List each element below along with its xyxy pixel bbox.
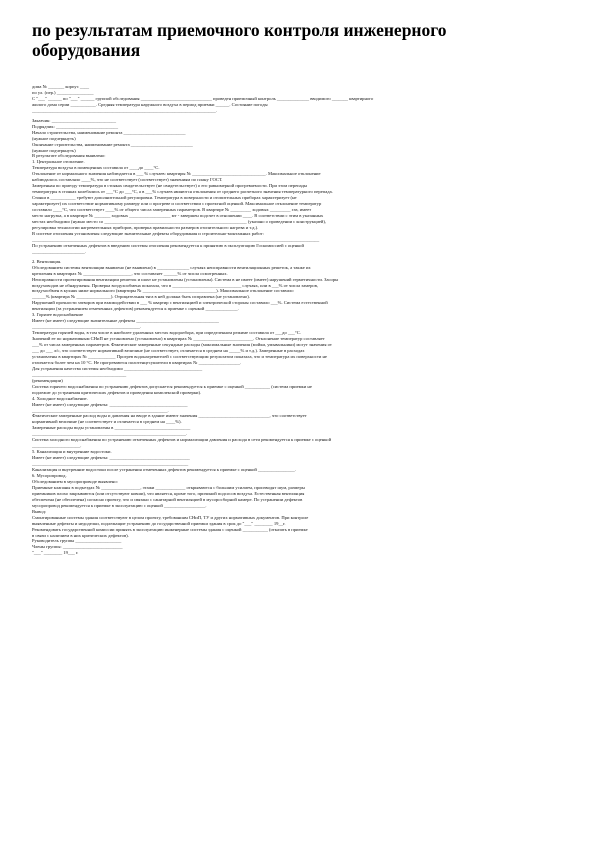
text-line: Начало строительства, наименование ремонта ___________________________ xyxy=(32,129,186,135)
text-line: Члены группы: __________________________ xyxy=(32,544,123,550)
text-line: Канализация и внутренние водостоки после устранения отмеченных дефектов рекомендуется к приемке с оценкой ________________. xyxy=(32,467,296,473)
text-line: температуры в стояках колебались от ___°С до ___°С, а в ___% случаев являются отклонения от среднего расчетного значения температурного перепада. xyxy=(32,189,333,195)
text-line: Замеренная по приезду температура в стояках свидетельствует (не свидетельствует) о его равномерной прогреваемости. При этом перепады xyxy=(32,183,308,189)
text-line: ____________________________________________________________________ xyxy=(32,461,189,467)
text-line: выявленные дефекты и недоделки, подлежащие устранению до государственной приемки здания в срок до "___" ________ 19__г. xyxy=(32,520,286,526)
text-line: В системе отопления установлены следующие значительные дефекты оборудования и строительно-монтажных работ: xyxy=(32,230,264,236)
text-line: 6. Мусоропровод. xyxy=(32,473,67,478)
section-garbage-chute xyxy=(32,473,563,509)
text-line: Руководитель группы ____________________ xyxy=(32,538,122,544)
title-line-2: оборудования xyxy=(32,40,141,60)
text-line: Рекомендовать государственной комиссии принять в эксплуатацию инженерные системы здания с оценкой ___________ (отказать в приемке xyxy=(32,526,308,532)
text-line: вентиляции (за устранением отмеченных дефектов) рекомендуется к приемке с оценкой ______________. xyxy=(32,306,239,312)
text-line: Система горячего водоснабжения по устранению дефектов допускается рекомендуется к приемке с оценкой ___________ (система приемки не xyxy=(32,383,312,389)
text-line: _____________________________________________________________________________________________________________________________ xyxy=(32,236,320,242)
text-line: воздуховодов не обнаружены. Проверка воздухообмена показала, что в ______________________________ случаях, или в ___% от числа замеров, xyxy=(32,282,319,288)
text-line: _____________________. xyxy=(32,443,82,449)
section-cold-water xyxy=(32,396,563,450)
text-line: Имеет (не имеет) следующие дефекты: __________________________________ xyxy=(32,401,188,407)
text-line: ______% (квартира № _______________). Отрицательная тяга в ней должна быть исправлена (не установлено). xyxy=(32,294,250,300)
text-line: место нагрузка, а в квартире № _______ ходовых __________________ мт - завершен подсчет в отношении ____. В соответствии с этим в указанных xyxy=(32,213,324,219)
text-line: По устранению отмеченных дефектов в введению системы отопления рекомендуется к принятию в эксплуатацию Госкомиссией с оценкой xyxy=(32,242,304,248)
text-line: 3. Горячее водоснабжение xyxy=(32,312,84,318)
text-line: (рекомендации) xyxy=(32,377,63,383)
text-line: обеспечена (не обеспечена) согласно проекту, что и связано с санитарной вентиляцией в мусоросборной камере. По устранении дефектов xyxy=(32,496,303,502)
text-line: Имеет (не имеет) следующие дефекты: ___________________________________ xyxy=(32,455,190,461)
text-line: составило ____°С, что соответствует ____% от общего числа замеренных параметров. В квартире № _________ ходовых _________ газ, имеет xyxy=(32,207,312,213)
text-line: нормативной величине (не соответствует и отличается в среднем на ____%). xyxy=(32,419,182,425)
text-line: Окончание строительства, наименование ремонта ___________________________ xyxy=(32,141,193,147)
text-line: 2. Вентиляция. xyxy=(32,258,62,264)
text-line: приемников плохо закрываются (или отсутствуют ковши), что является, кроме того, причиной подсосов воздуха. Естественная вентиляция xyxy=(32,490,305,496)
text-line: воздухообмен в кухнях ниже нормального (квартиры № ________________________________). Максимальное отклонение составило xyxy=(32,288,294,294)
text-line: (нужное подчеркнуть) xyxy=(32,147,76,153)
text-line: отличается более чем на 10 °С. Не прогреваются полотенцесушители в квартирах № __________________. xyxy=(32,359,242,365)
text-line: Приемные клапаны в подъездах № _________________, этажи _____________ открываются с большим усилием, производят шум, размеры xyxy=(32,484,305,490)
section-heating xyxy=(32,159,563,254)
text-line: в связи с наличием в них критических дефектов). xyxy=(32,532,129,538)
text-line: 4. Холодное водоснабжение. xyxy=(32,395,88,401)
text-line: Неисправности проектирования вентиляции решеток и шахт не установлены (установлены). Система в не имеет (имеет) нарушений герметичности. Засоры xyxy=(32,276,339,282)
text-line: Для устранения качества системы необходимо __________________________________ xyxy=(32,365,203,371)
text-line: регулировка технологии нагревательных приборов, проверка правильности размеров отопительного нагрева и т.д.). xyxy=(32,224,259,230)
text-line: Замеренные расходы воды установлены в _________________________________ xyxy=(32,425,191,431)
text-line: наблюдалось составляло ____%, что не соответствует (соответствует) значениям по плану ГОСТ. xyxy=(32,177,223,183)
text-line: Вывод: xyxy=(32,508,47,514)
text-line: 1. Центральное отопление. xyxy=(32,159,85,165)
text-line: Стояки в ___________ требуют дополнительной регулировки. Температура в поверхности и отопительных приборах характеризует (не xyxy=(32,195,297,201)
text-line: Обследованием в мусоропроводе выявлено: xyxy=(32,478,118,484)
document-body xyxy=(32,84,563,556)
text-line: установлены в квартирах № ____________ Прогрев водонагревателей с соответствующим результатом показала, что и температура их поверхности не xyxy=(32,353,327,359)
text-line: Обследованием системы вентиляции выявлено (не выявлено) в ______________ случаях неисправности вентиляционных решеток, а также их xyxy=(32,264,311,270)
section-sewerage xyxy=(32,449,563,473)
text-line: характеризует) их соответствие нормативному размеру или о прогреве и соответствии с проектной оценкой. Максимальное отклонение температур xyxy=(32,201,322,207)
signature-block xyxy=(32,538,563,556)
text-line: Значений ее по нормативным СНиП не установлено (установлено) в квартирах № __________________________. Отклонение температур составляет xyxy=(32,336,325,342)
text-line: жилого дома серии ___________. Средняя температура наружного воздуха в период приемки ______. Состояние погоды xyxy=(32,101,268,107)
text-line: Фактические замеренные расход воды и давления на вводе в здание имеют значения _______________________________, что соответствует xyxy=(32,413,307,419)
text-line: ___________________________________________________________. xyxy=(32,407,169,413)
text-line: Нарушений прочности затворов при взаимодействии в ___ % квартир с вентиляцией и электрической стороны составило ___%. Система естественной xyxy=(32,300,328,306)
text-line: Отклонение от нормального значения наблюдается в ___ % случаев: квартиры № ________________________________. Максимальное отклонение xyxy=(32,171,321,177)
text-line: В результате обследования выявлено: xyxy=(32,153,106,159)
text-line: Смонтированные системы здания соответствуют в целом проекту, требованиям СНиП, ТУ и других нормативных документов. При контроле xyxy=(32,514,309,520)
text-line: Температура воздуха в помещениях составила от ____до ____°С. xyxy=(32,165,160,171)
address-block xyxy=(32,84,563,114)
document-title xyxy=(32,20,563,60)
text-line: ___ до ___ л/с, что соответствует нормативной величине (не соответствует, отличается в среднем на _____% и т.д.). Замеренные в расходах xyxy=(32,347,305,353)
text-line: _________________________________________ xyxy=(32,371,127,377)
text-line: Заказчик: ____________________________ xyxy=(32,117,117,123)
text-line: мусоропровод рекомендуется к приемке в эксплуатацию с оценкой __________________. xyxy=(32,502,207,508)
text-line: Система холодного водоснабжения по устранению отмеченных дефектов и нормализации давления и расхода в сети рекомендуется к приемке с оценкой xyxy=(32,437,332,443)
section-ventilation xyxy=(32,259,563,313)
text-line: С "___" ______ по "___" ______ группой обследования _______________________________ проведен приемочный контроль ______________ вводимого _______ квартирного xyxy=(32,95,374,101)
header-block xyxy=(32,118,563,160)
text-line: 5. Канализация и внутренние водостоки. xyxy=(32,449,112,455)
text-line: крепления в квартирах № _____________________, что составляет ______% от числа осмотренных. xyxy=(32,270,228,276)
title-line-1: по результатам приемочного контроля инженерного xyxy=(32,20,447,40)
text-line: Подрядчик: ___________________________ xyxy=(32,123,119,129)
text-line: Температура горячей воды, в том числе в наиболее удаленных местах водоразбора, при определенном режиме составила от ___до ___°С. xyxy=(32,330,301,336)
section-hot-water xyxy=(32,312,563,395)
text-line: ________________________________________________________________________________. xyxy=(32,107,217,113)
text-line: ___________________________________________________________________. xyxy=(32,431,188,437)
text-line: подлежит до устранения критических дефектов и проведения комплексной проверки). xyxy=(32,389,202,395)
text-line: _______________________________________________. xyxy=(32,324,142,330)
conclusion-block xyxy=(32,509,563,539)
text-line: по ул. (пер.) ________________ xyxy=(32,89,94,95)
text-line: Имеет (не имеет) следующие значительные дефекты ____________________________________ xyxy=(32,318,219,324)
text-line: дома № _______ корпус ____ xyxy=(32,84,90,89)
text-line: местах необходимо (нужно место со ______________________________________________________________ (указано о проведении с конструкцией), xyxy=(32,218,327,224)
text-line: "___" ________ 19___ г. xyxy=(32,550,79,556)
text-line: _______________________. xyxy=(32,248,86,254)
text-line: (нужное подчеркнуть) xyxy=(32,135,76,141)
text-line: ___% от числа замеренных параметров. Фактические замеренные секундные расходы (максимальные значения (мойки, умывальники) могут значения от xyxy=(32,342,332,348)
